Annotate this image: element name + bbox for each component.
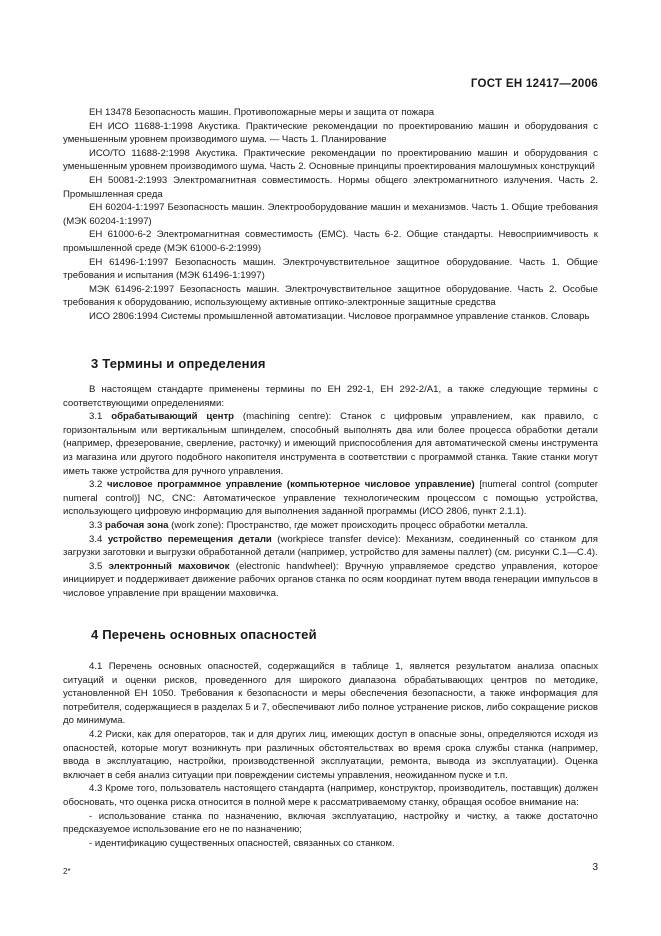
page-number: 3 xyxy=(592,862,598,873)
reference-item: ЕН 13478 Безопасность машин. Противопожарные меры и защита от пожара xyxy=(89,107,435,118)
term-text: (work zone): Пространство, где может происходить процесс обработки металла. xyxy=(168,519,528,531)
reference-item: МЭК 61496-2:1997 Безопасность машин. Электрочувствительное защитное оборудование. Часть 2. Особые требования к оборудованию, использующему активные оптико-электронные защитные средства xyxy=(63,283,598,309)
section-3-heading: 3 Термины и определения xyxy=(91,356,266,371)
reference-item: ЕН 60204-1:1997 Безопасность машин. Электрооборудование машин и механизмов. Часть 1. Общие требования (МЭК 60204-1:1997) xyxy=(63,202,598,227)
term-name: электронный маховичок xyxy=(108,560,230,572)
reference-item: ЕН 61000-6-2 Электромагнитная совместимость (EMC). Часть 6-2. Общие стандарты. Невосприимчивость к промышленной среде (МЭК 61000-6-2:1999) xyxy=(63,229,598,254)
section-4-heading: 4 Перечень основных опасностей xyxy=(91,627,317,642)
section-4-body xyxy=(63,660,598,850)
term-definition-3-3 xyxy=(63,519,598,533)
term-name: устройство перемещения детали xyxy=(107,533,272,545)
reference-item: ЕН ИСО 11688-1:1998 Акустика. Практические рекомендации по проектированию машин и оборудования с уменьшенным уровнем производимого шума. — Часть 1. Планирование xyxy=(63,120,598,146)
term-number: 3.1 xyxy=(89,411,112,423)
term-number: 3.3 xyxy=(89,519,106,531)
term-text: (electronic handwheel): Вручную управляемое средство управления, которое инициирует и поддерживает движение рабочих органов станка по осям координат путем ввода генерации импульсов в числовое управление при вращении маховичка. xyxy=(63,560,599,599)
term-definition-3-2 xyxy=(63,478,598,519)
term-text: (workpiece transfer device): Механизм, соединенный со станком для загрузки заготовки и выгрузки обработанной детали (например, устройство для замены паллет) (см. рисунки С.1—С.4). xyxy=(63,533,598,559)
section-3-intro: В настоящем стандарте применены термины по ЕН 292-1, ЕН 292-2/A1, а также следующие термины с соответствующими определениями: xyxy=(63,384,598,409)
reference-item: ЕН 61496-1:1997 Безопасность машин. Электрочувствительное защитное оборудование. Часть 1. Общие требования и испытания (МЭК 61496-1:1997) xyxy=(63,256,598,282)
term-number: 3.2 xyxy=(89,479,107,491)
term-definition-3-4 xyxy=(63,533,598,560)
document-header: ГОСТ ЕН 12417—2006 xyxy=(470,78,598,90)
term-definition-3-1 xyxy=(63,410,598,478)
list-item: - идентификацию существенных опасностей, связанных со станком. xyxy=(89,837,395,849)
term-text: (machining centre): Станок с цифровым управлением, как правило, с горизонтальным или вертикальным шпинделем, способный выполнять два или более процесса обработки детали (например, фрезерование, сверление, расточку) и имеющий приспособления для автоматической смены инструмента из магазина или другого подобного накопителя инструмента в соответствии с программой станка. Такие станки могут иметь также устройства для ручного управления. xyxy=(63,411,598,477)
reference-item: ЕН 50081-2:1993 Электромагнитная совместимость. Нормы общего электромагнитного излучения. Часть 2. Промышленная среда xyxy=(63,174,598,200)
term-definition-3-5 xyxy=(63,560,598,601)
term-number: 3.4 xyxy=(89,533,108,545)
reference-item: ИСО/ТО 11688-2:1998 Акустика. Практические рекомендации по проектированию машин и оборудования с уменьшенным уровнем производимого шума. Часть 2. Основные принципы проектирования малошумных конструкций xyxy=(63,147,598,173)
paragraph-4-2: 4.2 Риски, как для операторов, так и для других лиц, имеющих доступ в опасные зоны, определяются исходя из опасностей, которые могут возникнуть при различных обстоятельствах во время срока службы станка (например, ввода в эксплуатацию, настройки, производственной эксплуатации, ремонта, вывода из эксплуатации). Оценка включает в себя анализ ситуации при повреждении системы управления, неожиданном пуске и т.п. xyxy=(63,728,598,781)
term-number: 3.5 xyxy=(89,560,109,572)
section-3-body xyxy=(63,383,598,601)
reference-item: ИСО 2806:1994 Системы промышленной автоматизации. Числовое программное управление станков. Словарь xyxy=(89,310,590,322)
term-name: числовое программное управление (компьютерное числовое управление) xyxy=(107,479,475,491)
list-item: - использование станка по назначению, включая эксплуатацию, настройку и чистку, а также достаточно предсказуемое использование его не по назначению; xyxy=(63,810,598,836)
term-name: рабочая зона xyxy=(105,519,169,531)
paragraph-4-3: 4.3 Кроме того, пользователь настоящего стандарта (например, конструктор, производитель, поставщик) должен обосновать, что оценка риска относится в полной мере к рассматриваемому станку, обращая особое внимание на: xyxy=(63,783,598,808)
term-name: обрабатывающий центр xyxy=(111,411,235,423)
sheet-mark: 2* xyxy=(63,867,71,876)
term-text: [numeral control (computer numeral control)] NC, CNC: Автоматическое управление технологическим процессом с помощью устройства, использующего цифровую информацию для выполнения заданной программы (ИСО 2806, пункт 2.1.1). xyxy=(63,479,598,518)
normative-references-list xyxy=(63,106,598,324)
paragraph-4-1: 4.1 Перечень основных опасностей, содержащийся в таблице 1, является результатом анализа опасных ситуаций и оценки рисков, проведенного для широкого диапазона обрабатывающих центров по методике, установленной ЕН 1050. Требования к безопасности и меры обеспечения безопасности, а также информация для потребителя, содержащиеся в разделах 5 и 7, обеспечивают либо полное устранение рисков, либо сокращение рисков до минимума. xyxy=(63,661,598,727)
